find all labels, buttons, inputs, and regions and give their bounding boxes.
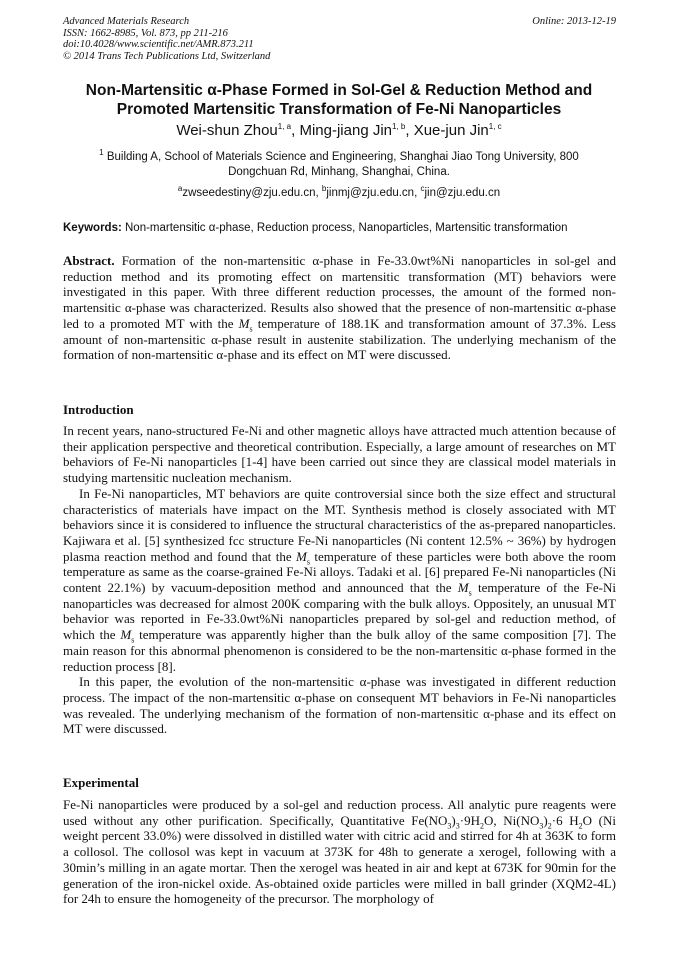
- paper-title: [40, 81, 638, 119]
- author-list: Wei-shun Zhou$^{1, a}$, Ming-jiang Jin$^{1, b}$, Xue-jun Jin$^{1, c}$: [176, 122, 502, 139]
- text-run: ): [451, 812, 456, 828]
- email-mark: c: [420, 184, 425, 194]
- title-line-1: Non-Martensitic α-Phase Formed in Sol-Gel & Reduction Method and: [85, 82, 593, 99]
- subscript: 3: [447, 821, 452, 831]
- abstract-label: Abstract.: [63, 253, 115, 268]
- journal-doi: doi:10.4028/www.scientific.net/AMR.873.211: [63, 39, 254, 50]
- journal-copyright: © 2014 Trans Tech Publications Ltd, Switzerland: [63, 50, 271, 62]
- text-run: temperature of the Fe-Ni nanoparticles was decreased for almost 200K comparing with the bulk alloys. Oppositely, an unusual MT behavior was reported in Fe-33.0wt%Ni nanoparticles prepared by sol-gel and reduction method, of which the: [63, 580, 616, 643]
- email-link[interactable]: jinmj@zju.edu.cn: [326, 187, 415, 199]
- ms-symbol: M: [120, 627, 132, 643]
- introduction-body: [63, 423, 616, 737]
- abstract: [63, 253, 616, 363]
- keywords-text: Non-martensitic α-phase, Reduction process, Nanoparticles, Martensitic transformation: [121, 222, 568, 234]
- affiliation: [68, 150, 610, 180]
- email-mark: a: [177, 184, 183, 194]
- paragraph: In this paper, the evolution of the non-martensitic α-phase was investigated in different reduction process. The impact of the non-martensitic α-phase on consequent MT behaviors in Fe-Ni nanoparticles was revealed. The underlying mechanism of the formation of non-martensitic α-phase and its effect on MT were discussed.: [63, 674, 616, 737]
- author-affil-mark: 1, a: [277, 122, 292, 131]
- affil-line-2: Dongchuan Rd, Minhang, Shanghai, China.: [228, 166, 450, 178]
- text-run: ·6 H: [551, 812, 579, 828]
- subscript: 2: [479, 821, 484, 831]
- keywords-label: Keywords:: [63, 222, 122, 234]
- ms-symbol: M: [238, 315, 250, 331]
- ms-subscript: s: [131, 635, 135, 645]
- affil-mark: 1: [99, 148, 104, 158]
- subscript: 3: [455, 821, 460, 831]
- author-name: Xue-jun Jin: [413, 122, 489, 139]
- text-run: temperature was apparently higher than the bulk alloy of the same composition [7]. The main reason for this abnormal phenomenon is considered to be the non-martensitic α-phase formed in the reduction process [8].: [63, 627, 616, 674]
- email-link[interactable]: zwseedestiny@zju.edu.cn: [182, 187, 316, 199]
- author-affil-mark: 1, b: [392, 122, 406, 131]
- abstract-text: Formation of the non-martensitic α-phase in Fe-33.0wt%Ni nanoparticles in sol-gel and reduction method and its promoting effect on martensitic transformation (MT) behaviors were investigated in this paper. With three different reduction processes, the amount of the formed non-martensitic α-phase was characterized. Results also showed that the presence of non-martensitic α-phase led to a promoted MT with the: [63, 253, 616, 331]
- author-name: Wei-shun Zhou: [176, 122, 278, 139]
- text-run: In Fe-Ni nanoparticles, MT behaviors are quite controversial since both the size effect and structural characteristics of materials have impact on the MT. Synthesis method is closely associated with MT behaviors since it is considered to influence the structural characteristics of the as-prepared nanoparticles. Kajiwara et al. [5] synthesized fcc structure Fe-Ni nanoparticles (Ni content 12.5% ~ 36%) by hydrogen plasma reaction method and found that the: [63, 485, 616, 564]
- text-run: Fe-Ni nanoparticles were produced by a sol-gel and reduction process. All analytic pure reagents were used without any other purification. Specifically, Quantitative Fe(NO: [63, 797, 616, 828]
- ms-subscript: s: [468, 588, 472, 598]
- journal-issn: ISSN: 1662-8985, Vol. 873, pp 211-216: [63, 27, 228, 39]
- journal-name: Advanced Materials Research: [63, 16, 190, 27]
- subscript: 2: [578, 821, 583, 831]
- journal-header: [63, 16, 616, 62]
- ms-subscript: s: [306, 557, 310, 567]
- ms-symbol: M: [296, 548, 307, 564]
- section-heading-introduction: Introduction: [63, 402, 134, 417]
- title-line-2: Promoted Martensitic Transformation of Fe-Ni Nanoparticles: [116, 101, 562, 118]
- text-run: ): [543, 812, 548, 828]
- text-run: temperature of these particles were both above the room temperature as same as the coarse-grained Fe-Ni alloys. Tadaki et al. [6] prepared Fe-Ni nanoparticles (Ni content 22.1%) by vacuum-deposition method and announced that the: [63, 548, 616, 596]
- paragraph: [63, 486, 616, 674]
- email-link[interactable]: jin@zju.edu.cn: [424, 187, 501, 199]
- affil-line-1: Building A, School of Materials Science and Engineering, Shanghai Jiao Tong University, 800: [103, 151, 579, 163]
- ms-subscript: s: [249, 324, 253, 334]
- text-run: O, Ni(NO: [483, 812, 540, 828]
- text-run: O (Ni weight percent 33.0%) were dissolved in distilled water with citric acid and stirred for 4h at 363K to form a collosol. The collosol was kept in vacuum at 373K for 48h to generate a xerogel, following with a 30min’s milling in an agate mortar. Then the xerogel was heated in air and kept at 673K for 90min for the generation of the iron-nickel oxide. As-obtained oxide particles were milled in ball grinder (XQM2-4L) for 24h to ensure the homogeneity of the precursor. The morphology of: [63, 812, 617, 907]
- online-date: Online: 2013-12-19: [532, 16, 616, 27]
- experimental-body: [63, 797, 616, 907]
- paragraph: [63, 797, 616, 907]
- ms-symbol: M: [457, 580, 469, 596]
- email-mark: b: [321, 184, 327, 194]
- author-name: Ming-jiang Jin: [299, 122, 393, 139]
- keywords: [63, 221, 616, 235]
- abstract-text: temperature of 188.1K and transformation amount of 37.3%. Less amount of non-martensitic α-phase result in austenite stabilization. The underlying mechanism of the formation of non-martensitic α-phase and its effect on MT were discussed.: [63, 315, 616, 363]
- subscript: 2: [547, 821, 552, 831]
- paragraph: In recent years, nano-structured Fe-Ni and other magnetic alloys have attracted much attention because of their application perspective and theoretical contribution. Especially, a large amount of researches on MT behaviors of Fe-Ni nanoparticles [1-4] have been carried out since they are classical model materials in studying martensitic nucleation mechanism.: [63, 423, 616, 486]
- subscript: 3: [539, 821, 544, 831]
- section-heading-experimental: Experimental: [63, 775, 139, 790]
- email-list: $^a$zwseedestiny@zju.edu.cn, $^b$jinmj@zju.edu.cn, $^c$jin@zju.edu.cn: [177, 184, 501, 199]
- author-affil-mark: 1, c: [488, 122, 502, 131]
- text-run: ·9H: [459, 812, 480, 828]
